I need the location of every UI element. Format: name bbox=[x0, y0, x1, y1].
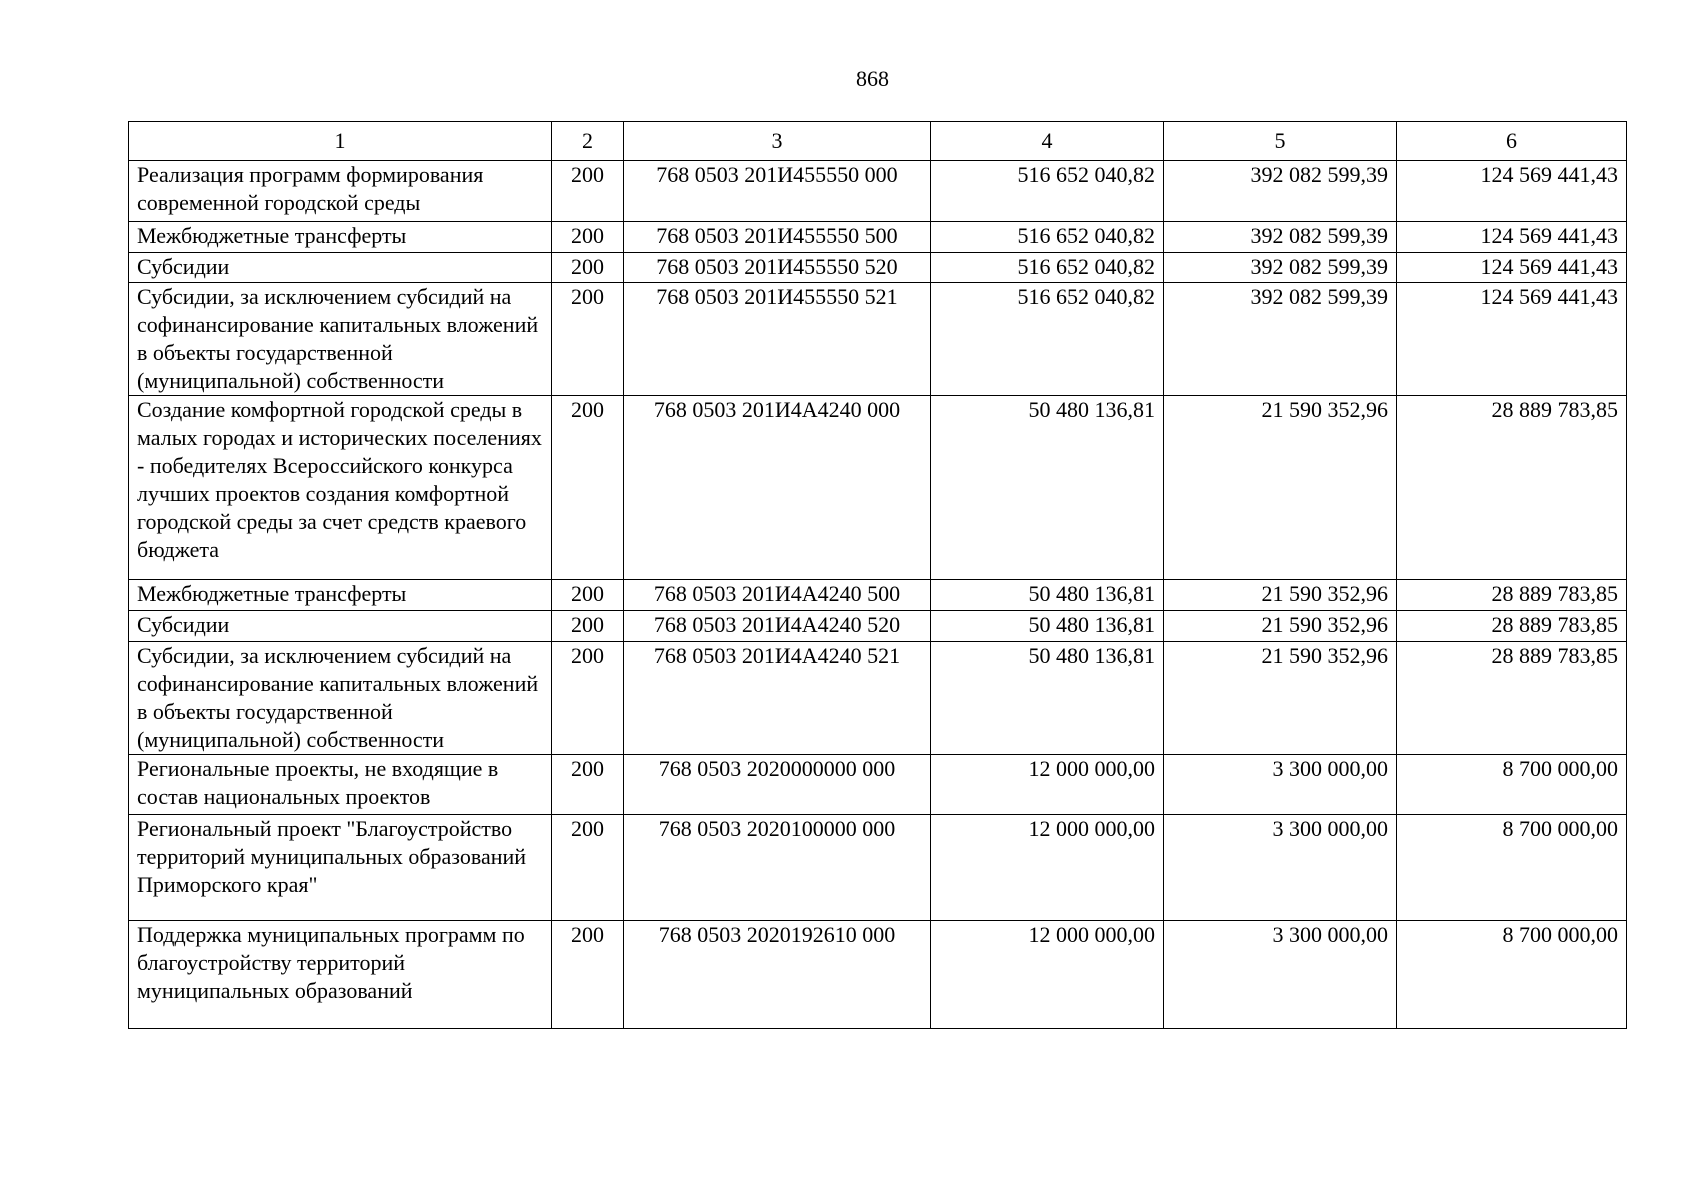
row-code: 768 0503 201И4А4240 000 bbox=[624, 396, 931, 580]
row-amount-6: 28 889 783,85 bbox=[1397, 611, 1627, 642]
row-name: Поддержка муниципальных программ по благоустройству территорий муниципальных образований bbox=[129, 921, 552, 1029]
column-header: 6 bbox=[1397, 122, 1627, 161]
row-group: 200 bbox=[552, 253, 624, 283]
row-amount-5: 21 590 352,96 bbox=[1164, 396, 1397, 580]
row-amount-5: 3 300 000,00 bbox=[1164, 815, 1397, 921]
row-code: 768 0503 201И455550 521 bbox=[624, 283, 931, 396]
row-code: 768 0503 201И455550 500 bbox=[624, 222, 931, 253]
table-row bbox=[129, 921, 1627, 1029]
row-code: 768 0503 2020000000 000 bbox=[624, 755, 931, 815]
row-name: Межбюджетные трансферты bbox=[129, 580, 552, 611]
row-amount-total: 50 480 136,81 bbox=[931, 580, 1164, 611]
row-code: 768 0503 201И4А4240 520 bbox=[624, 611, 931, 642]
column-header: 1 bbox=[129, 122, 552, 161]
row-name: Создание комфортной городской среды в малых городах и исторических поселениях - победителях Всероссийского конкурса лучших проектов создания комфортной городской среды за счет средств краевого бюджета bbox=[129, 396, 552, 580]
column-header: 3 bbox=[624, 122, 931, 161]
row-amount-total: 12 000 000,00 bbox=[931, 815, 1164, 921]
row-amount-5: 392 082 599,39 bbox=[1164, 161, 1397, 222]
row-name: Межбюджетные трансферты bbox=[129, 222, 552, 253]
row-name: Региональный проект "Благоустройство территорий муниципальных образований Приморского края" bbox=[129, 815, 552, 921]
row-group: 200 bbox=[552, 611, 624, 642]
row-amount-6: 8 700 000,00 bbox=[1397, 815, 1627, 921]
row-amount-5: 392 082 599,39 bbox=[1164, 283, 1397, 396]
row-name: Субсидии, за исключением субсидий на софинансирование капитальных вложений в объекты государственной (муниципальной) собственности bbox=[129, 642, 552, 755]
row-name: Реализация программ формирования современной городской среды bbox=[129, 161, 552, 222]
row-amount-5: 3 300 000,00 bbox=[1164, 921, 1397, 1029]
row-amount-5: 392 082 599,39 bbox=[1164, 253, 1397, 283]
table-row bbox=[129, 253, 1627, 283]
row-amount-total: 516 652 040,82 bbox=[931, 222, 1164, 253]
row-group: 200 bbox=[552, 283, 624, 396]
row-amount-5: 21 590 352,96 bbox=[1164, 580, 1397, 611]
column-header: 4 bbox=[931, 122, 1164, 161]
row-name: Субсидии bbox=[129, 253, 552, 283]
table-row bbox=[129, 222, 1627, 253]
row-name: Субсидии bbox=[129, 611, 552, 642]
row-code: 768 0503 2020100000 000 bbox=[624, 815, 931, 921]
row-amount-total: 50 480 136,81 bbox=[931, 396, 1164, 580]
column-header: 2 bbox=[552, 122, 624, 161]
row-code: 768 0503 201И4А4240 521 bbox=[624, 642, 931, 755]
row-amount-total: 12 000 000,00 bbox=[931, 755, 1164, 815]
row-amount-total: 516 652 040,82 bbox=[931, 161, 1164, 222]
row-amount-6: 124 569 441,43 bbox=[1397, 222, 1627, 253]
row-amount-total: 12 000 000,00 bbox=[931, 921, 1164, 1029]
row-amount-5: 21 590 352,96 bbox=[1164, 611, 1397, 642]
row-amount-6: 8 700 000,00 bbox=[1397, 921, 1627, 1029]
page-number: 868 bbox=[856, 66, 889, 91]
row-code: 768 0503 201И455550 000 bbox=[624, 161, 931, 222]
row-group: 200 bbox=[552, 222, 624, 253]
column-header: 5 bbox=[1164, 122, 1397, 161]
table-row bbox=[129, 642, 1627, 755]
row-amount-6: 124 569 441,43 bbox=[1397, 161, 1627, 222]
row-amount-total: 516 652 040,82 bbox=[931, 253, 1164, 283]
row-amount-6: 124 569 441,43 bbox=[1397, 253, 1627, 283]
row-amount-total: 50 480 136,81 bbox=[931, 611, 1164, 642]
table-row bbox=[129, 580, 1627, 611]
row-group: 200 bbox=[552, 815, 624, 921]
table-row bbox=[129, 611, 1627, 642]
row-amount-6: 8 700 000,00 bbox=[1397, 755, 1627, 815]
row-code: 768 0503 2020192610 000 bbox=[624, 921, 931, 1029]
row-group: 200 bbox=[552, 580, 624, 611]
row-amount-6: 124 569 441,43 bbox=[1397, 283, 1627, 396]
table-row bbox=[129, 755, 1627, 815]
table-row bbox=[129, 815, 1627, 921]
row-group: 200 bbox=[552, 396, 624, 580]
row-group: 200 bbox=[552, 921, 624, 1029]
row-amount-total: 50 480 136,81 bbox=[931, 642, 1164, 755]
row-amount-total: 516 652 040,82 bbox=[931, 283, 1164, 396]
row-code: 768 0503 201И4А4240 500 bbox=[624, 580, 931, 611]
row-name: Региональные проекты, не входящие в состав национальных проектов bbox=[129, 755, 552, 815]
row-amount-6: 28 889 783,85 bbox=[1397, 396, 1627, 580]
table-row bbox=[129, 396, 1627, 580]
row-amount-6: 28 889 783,85 bbox=[1397, 642, 1627, 755]
row-amount-5: 392 082 599,39 bbox=[1164, 222, 1397, 253]
row-amount-6: 28 889 783,85 bbox=[1397, 580, 1627, 611]
row-group: 200 bbox=[552, 161, 624, 222]
budget-table bbox=[128, 121, 1627, 1029]
row-group: 200 bbox=[552, 642, 624, 755]
row-code: 768 0503 201И455550 520 bbox=[624, 253, 931, 283]
row-name: Субсидии, за исключением субсидий на софинансирование капитальных вложений в объекты государственной (муниципальной) собственности bbox=[129, 283, 552, 396]
row-amount-5: 3 300 000,00 bbox=[1164, 755, 1397, 815]
table-row bbox=[129, 283, 1627, 396]
row-group: 200 bbox=[552, 755, 624, 815]
table-row bbox=[129, 161, 1627, 222]
row-amount-5: 21 590 352,96 bbox=[1164, 642, 1397, 755]
header-row bbox=[129, 122, 1627, 161]
